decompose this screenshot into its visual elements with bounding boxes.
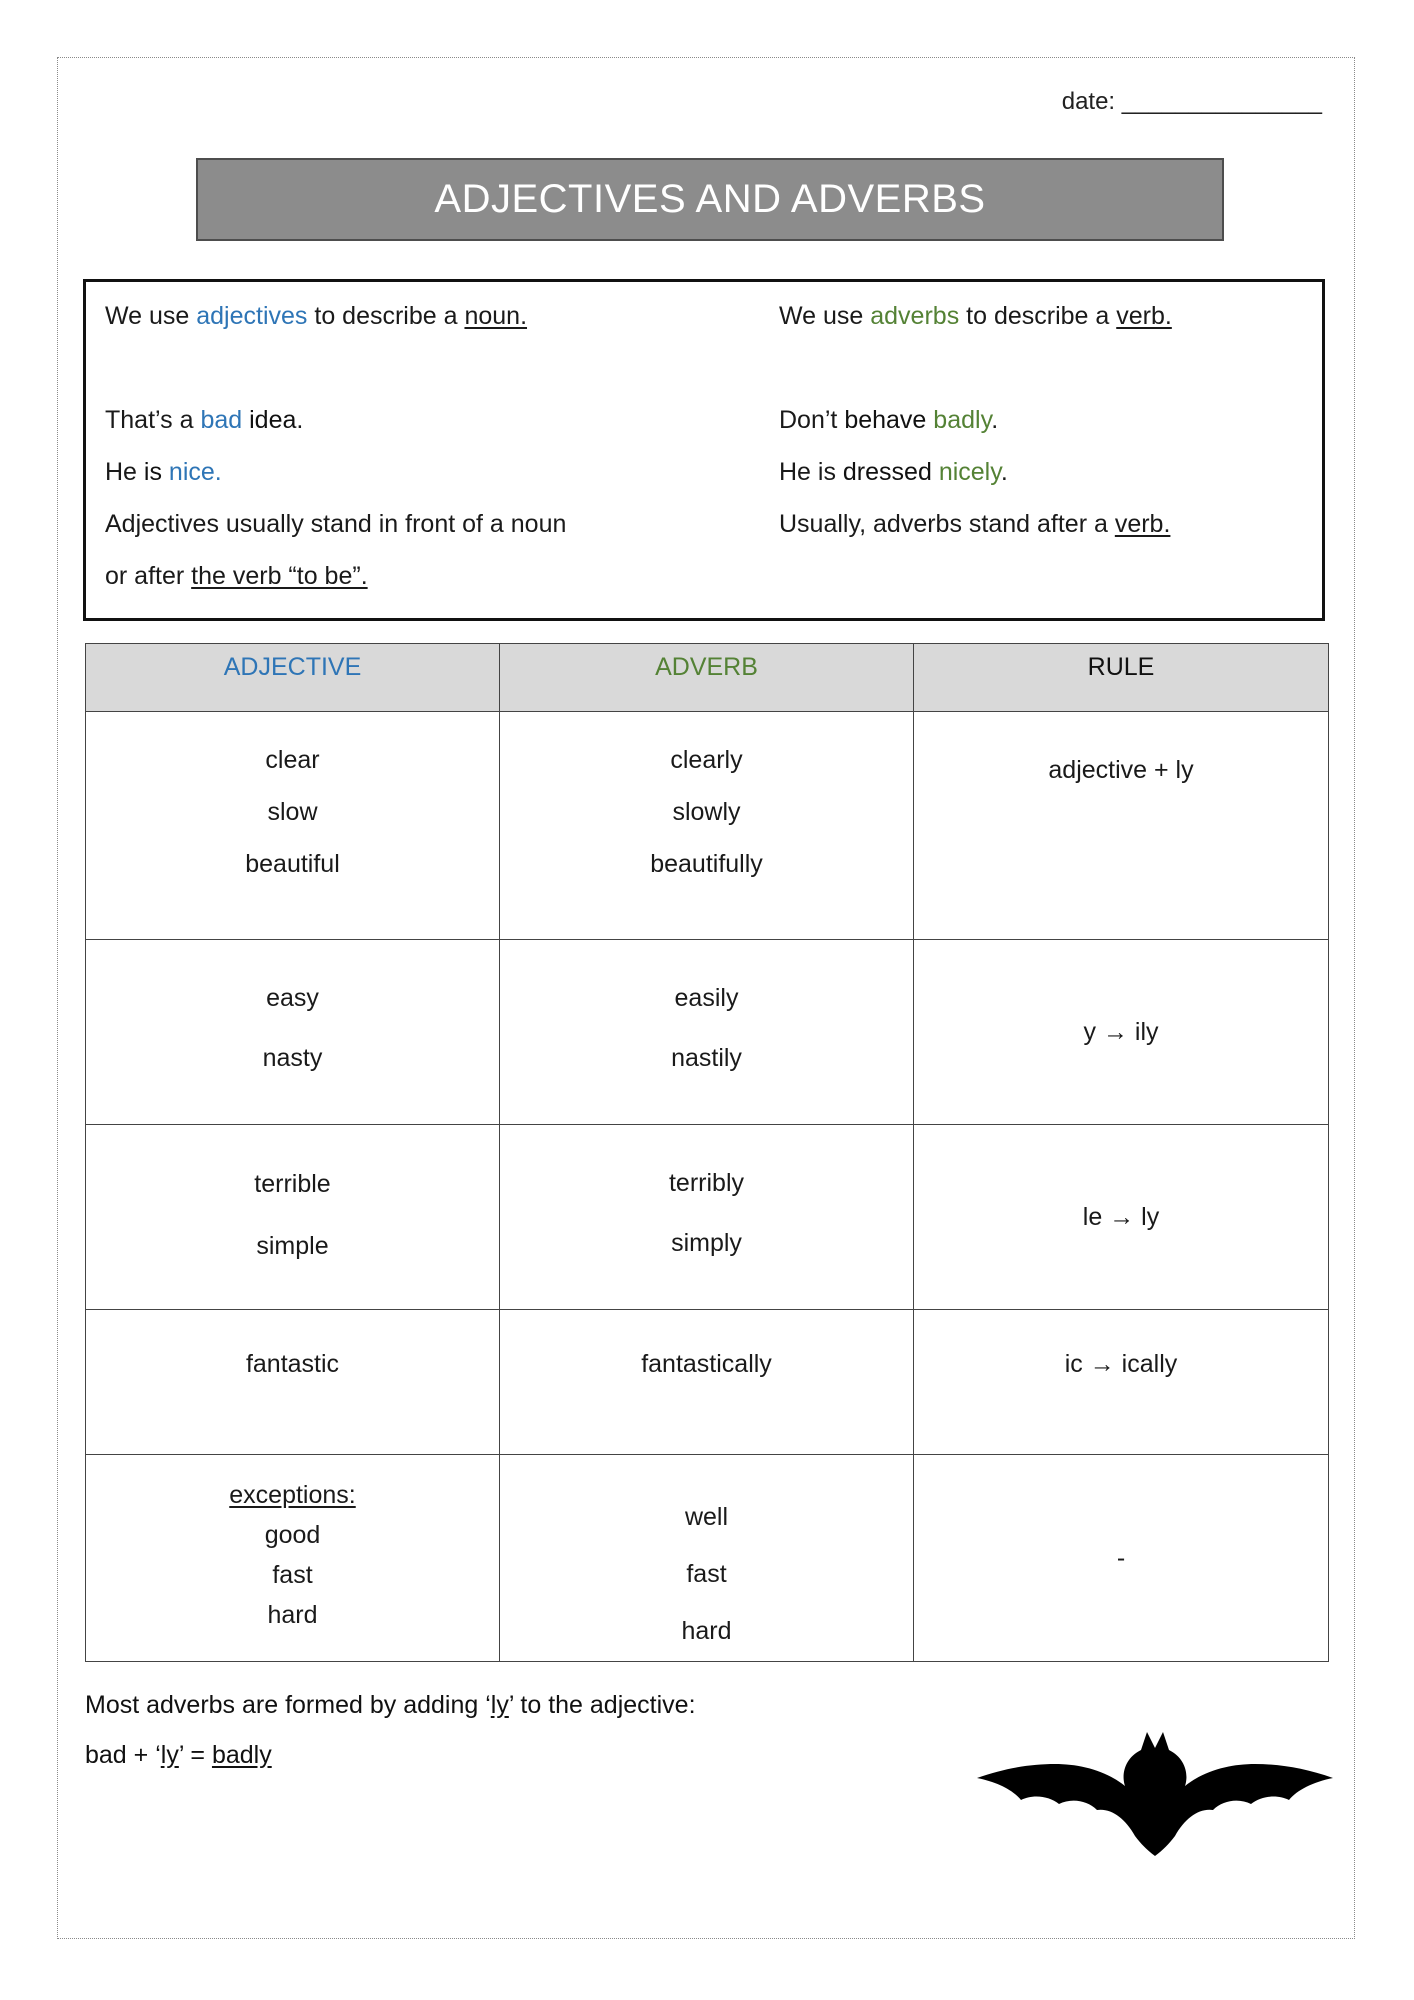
exceptions-label: exceptions:	[229, 1481, 356, 1509]
intro-box	[83, 279, 1325, 621]
rule-text: ic → ically	[1064, 1350, 1178, 1378]
text: .	[991, 406, 999, 434]
text: Most adverbs are formed by adding ‘	[85, 1691, 491, 1719]
adverb-word: easily	[674, 984, 739, 1012]
adverb-word: hard	[681, 1617, 732, 1645]
adjective-example-1	[105, 394, 566, 446]
rule-cell	[914, 1455, 1329, 1662]
adverb-word: simply	[671, 1229, 742, 1257]
adjective-word: good	[264, 1521, 321, 1549]
text: or after	[105, 562, 192, 590]
date-blank: _______________	[1121, 88, 1322, 115]
result-word: badly	[211, 1741, 272, 1769]
header-adjective: ADJECTIVE	[86, 644, 500, 712]
text	[932, 458, 939, 486]
adjective-word: hard	[267, 1601, 318, 1629]
title-banner	[196, 158, 1224, 241]
adverb-word: nastily	[671, 1044, 742, 1072]
rule-text: le → ly	[1082, 1202, 1160, 1231]
header-adverb: ADVERB	[500, 644, 914, 712]
adjective-adverb-table	[85, 643, 1329, 1662]
noun-word: idea	[249, 406, 297, 434]
adverb-word: nicely	[938, 458, 1001, 486]
adjective-word: slow	[267, 798, 318, 826]
adjectives-definition	[105, 290, 566, 342]
adverb-word: well	[684, 1503, 729, 1531]
text: Don’t	[779, 406, 845, 434]
adjective-word: fast	[272, 1561, 313, 1589]
adjective-word: beautiful	[245, 850, 340, 878]
adverb-word: terribly	[668, 1169, 744, 1197]
date-field	[1062, 88, 1322, 116]
adverbs-intro	[779, 290, 1172, 550]
date-label: date:	[1061, 88, 1116, 115]
adverb-word: fantastically	[641, 1350, 772, 1378]
formation-rule	[85, 1680, 696, 1730]
verb-to-be-term: the verb “to be”.	[191, 562, 368, 590]
rule-text: -	[1116, 1543, 1126, 1572]
text: That’s a	[105, 406, 201, 434]
suffix-ly: ly	[490, 1691, 509, 1719]
adverb-word: slowly	[672, 798, 741, 826]
noun-term: noun.	[464, 302, 528, 330]
adjective-word: clear	[265, 746, 320, 774]
rule-text: adjective + ly	[1048, 756, 1194, 784]
adverb-position-note	[779, 498, 1172, 550]
verb-word: is	[143, 458, 162, 486]
adverb-word: beautifully	[650, 850, 763, 878]
table-row	[86, 1125, 1329, 1310]
page-title: ADJECTIVES AND ADVERBS	[434, 177, 986, 221]
adverb-cell	[500, 1455, 914, 1662]
verb-word: behave	[844, 406, 927, 434]
adverb-cell	[500, 940, 914, 1125]
text: He	[105, 458, 144, 486]
text	[162, 458, 169, 486]
adjective-example-2	[105, 446, 566, 498]
text: .	[214, 458, 222, 486]
text: We use	[779, 302, 871, 330]
adverb-cell	[500, 712, 914, 940]
formation-note	[85, 1680, 696, 1780]
bat-icon	[975, 1728, 1335, 1858]
table-header-row	[86, 644, 1329, 712]
table-row	[86, 712, 1329, 940]
text: to describe a	[959, 302, 1117, 330]
adverb-word: fast	[686, 1560, 727, 1588]
verb-term: verb.	[1114, 510, 1171, 538]
adjective-cell	[86, 1125, 500, 1310]
adjective-cell	[86, 940, 500, 1125]
header-rule: RULE	[914, 644, 1329, 712]
text: ’ =	[178, 1741, 212, 1769]
adjective-word: bad	[200, 406, 243, 434]
text: ’ to the adjective:	[508, 1691, 696, 1719]
adverb-word: badly	[933, 406, 992, 434]
table-row	[86, 940, 1329, 1125]
adverb-cell	[500, 1310, 914, 1455]
adverb-word: clearly	[670, 746, 743, 774]
text: Usually, adverbs stand after a	[779, 510, 1115, 538]
text: .	[1000, 458, 1008, 486]
text: to describe a	[307, 302, 465, 330]
verb-word: dressed	[842, 458, 932, 486]
adverb-example-1	[779, 394, 1172, 446]
adverb-example-2	[779, 446, 1172, 498]
verb-term: verb.	[1116, 302, 1172, 330]
rule-cell	[914, 1125, 1329, 1310]
table-row	[86, 1455, 1329, 1662]
rule-cell	[914, 1310, 1329, 1455]
table-row	[86, 1310, 1329, 1455]
rule-cell	[914, 940, 1329, 1125]
text: He is	[779, 458, 843, 486]
adjective-word: fantastic	[245, 1350, 340, 1378]
adjective-position-note: Adjectives usually stand in front of a noun	[105, 510, 567, 538]
adjective-cell	[86, 1310, 500, 1455]
adjective-word: easy	[266, 984, 319, 1012]
adjective-cell	[86, 712, 500, 940]
adjective-word: terrible	[254, 1170, 331, 1198]
adjective-cell	[86, 1455, 500, 1662]
text: bad + ‘	[85, 1741, 161, 1769]
adjectives-term: adjectives	[196, 302, 308, 330]
adjective-word: nasty	[262, 1044, 323, 1072]
adjective-word: nice	[168, 458, 215, 486]
adverbs-term: adverbs	[870, 302, 960, 330]
text: .	[296, 406, 304, 434]
adjective-word: simple	[256, 1232, 329, 1260]
suffix-ly: ly	[160, 1741, 179, 1769]
adverbs-definition	[779, 290, 1172, 342]
adjectives-intro	[105, 290, 566, 602]
rule-cell	[914, 712, 1329, 940]
adjective-position-note-2	[105, 550, 566, 602]
rule-text: y → ily	[1083, 1017, 1159, 1046]
text: We use	[105, 302, 197, 330]
adverb-cell	[500, 1125, 914, 1310]
formation-example	[85, 1730, 696, 1780]
